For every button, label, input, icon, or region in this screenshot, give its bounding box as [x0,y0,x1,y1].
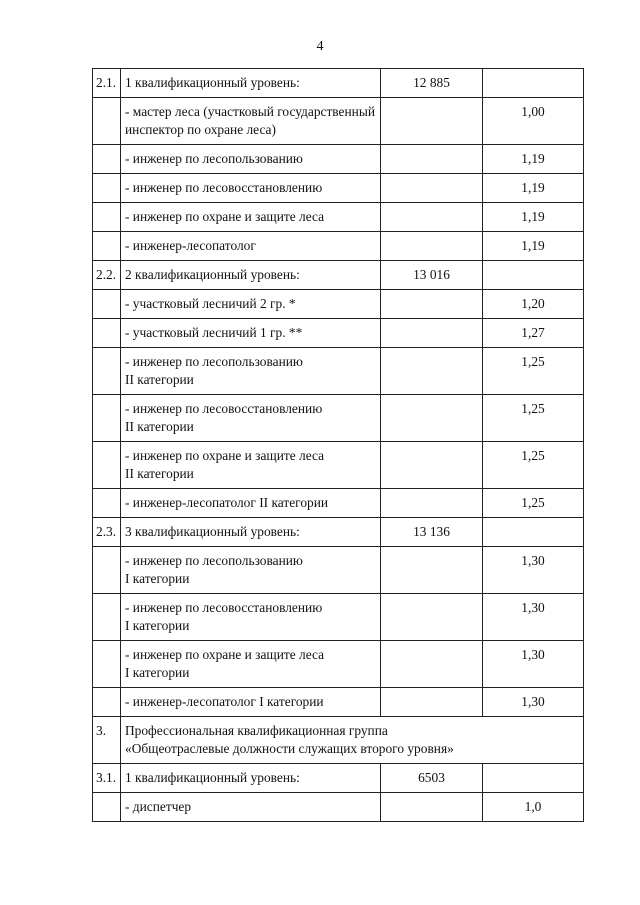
group-row [93,717,584,764]
position-name [121,348,381,395]
position-name-line: 1 квалификационный уровень: [125,770,300,785]
table-row [93,348,584,395]
coefficient: 1,30 [483,547,584,594]
base-salary [381,232,483,261]
row-number [93,395,121,442]
row-number [93,145,121,174]
position-name [121,442,381,489]
coefficient [483,518,584,547]
position-name [121,290,381,319]
row-number [93,232,121,261]
coefficient: 1,25 [483,348,584,395]
table-row [93,395,584,442]
base-salary [381,688,483,717]
base-salary [381,641,483,688]
position-name [121,688,381,717]
base-salary: 6503 [381,764,483,793]
group-title [121,717,584,764]
position-name-line: - инженер по охране и защите леса [125,448,325,463]
position-category: I категории [125,665,190,680]
base-salary [381,793,483,822]
position-name [121,547,381,594]
coefficient: 1,0 [483,793,584,822]
position-name-line: - инженер-лесопатолог II категории [125,495,329,510]
base-salary [381,174,483,203]
coefficient: 1,25 [483,395,584,442]
coefficient [483,261,584,290]
base-salary [381,203,483,232]
position-name-line: - инженер по лесовосстановлению [125,600,323,615]
position-name-line: 3 квалификационный уровень: [125,524,300,539]
position-name [121,518,381,547]
row-number: 3. [93,717,121,764]
position-name-line: - участковый лесничий 2 гр. * [125,296,296,311]
row-number [93,203,121,232]
position-category: II категории [125,372,194,387]
position-name [121,203,381,232]
coefficient: 1,30 [483,594,584,641]
base-salary [381,489,483,518]
position-name [121,641,381,688]
base-salary [381,98,483,145]
base-salary: 12 885 [381,69,483,98]
table-row [93,232,584,261]
table-row [93,98,584,145]
coefficient: 1,19 [483,174,584,203]
row-number: 2.3. [93,518,121,547]
table-row [93,594,584,641]
table-row [93,290,584,319]
position-name-line: - инженер по лесовосстановлению [125,401,323,416]
base-salary [381,145,483,174]
table-row [93,319,584,348]
row-number [93,348,121,395]
position-name-line: - инженер по лесопользованию [125,553,303,568]
table-row [93,203,584,232]
position-name [121,174,381,203]
row-number [93,290,121,319]
position-name [121,69,381,98]
base-salary [381,348,483,395]
position-category: II категории [125,466,194,481]
coefficient: 1,25 [483,489,584,518]
base-salary [381,442,483,489]
position-name-line: - инженер по лесопользованию [125,354,303,369]
position-name-line: - мастер леса (участковый государственный инспектор по охране леса) [125,104,375,137]
table-row [93,793,584,822]
position-category: I категории [125,618,190,633]
position-name [121,319,381,348]
position-name-line: - участковый лесничий 1 гр. ** [125,325,303,340]
group-title-line1: Профессиональная квалификационная группа [125,723,388,738]
coefficient: 1,30 [483,641,584,688]
position-name [121,395,381,442]
coefficient: 1,27 [483,319,584,348]
row-number [93,442,121,489]
base-salary [381,594,483,641]
position-name [121,489,381,518]
table-row [93,547,584,594]
table-row [93,764,584,793]
qualification-table [92,68,584,822]
base-salary [381,319,483,348]
base-salary: 13 136 [381,518,483,547]
position-name [121,145,381,174]
row-number: 2.1. [93,69,121,98]
base-salary [381,290,483,319]
table-row [93,518,584,547]
row-number [93,793,121,822]
coefficient: 1,19 [483,203,584,232]
base-salary [381,395,483,442]
position-category: II категории [125,419,194,434]
page-number: 4 [316,39,324,54]
coefficient: 1,19 [483,145,584,174]
position-name [121,594,381,641]
row-number [93,594,121,641]
position-name-line: - инженер по охране и защите леса [125,209,325,224]
group-title-line2: «Общеотраслевые должности служащих второго уровня» [125,741,454,756]
table-row [93,688,584,717]
position-name-line: - инженер по охране и защите леса [125,647,325,662]
coefficient: 1,25 [483,442,584,489]
position-name-line: - диспетчер [125,799,192,814]
coefficient: 1,00 [483,98,584,145]
position-name-line: - инженер по лесовосстановлению [125,180,323,195]
row-number: 3.1. [93,764,121,793]
row-number [93,98,121,145]
table-row [93,442,584,489]
position-category: I категории [125,571,190,586]
table-row [93,641,584,688]
coefficient [483,764,584,793]
base-salary: 13 016 [381,261,483,290]
position-name [121,793,381,822]
table-row [93,174,584,203]
position-name [121,98,381,145]
row-number [93,641,121,688]
row-number [93,174,121,203]
position-name-line: - инженер-лесопатолог [125,238,256,253]
coefficient [483,69,584,98]
table-row [93,489,584,518]
row-number [93,489,121,518]
position-name [121,764,381,793]
coefficient: 1,30 [483,688,584,717]
base-salary [381,547,483,594]
position-name-line: 1 квалификационный уровень: [125,75,300,90]
coefficient: 1,19 [483,232,584,261]
row-number: 2.2. [93,261,121,290]
table-row [93,261,584,290]
table-row [93,69,584,98]
position-name-line: 2 квалификационный уровень: [125,267,300,282]
row-number [93,319,121,348]
table-row [93,145,584,174]
coefficient: 1,20 [483,290,584,319]
position-name [121,232,381,261]
position-name-line: - инженер по лесопользованию [125,151,303,166]
position-name [121,261,381,290]
row-number [93,547,121,594]
row-number [93,688,121,717]
position-name-line: - инженер-лесопатолог I категории [125,694,324,709]
